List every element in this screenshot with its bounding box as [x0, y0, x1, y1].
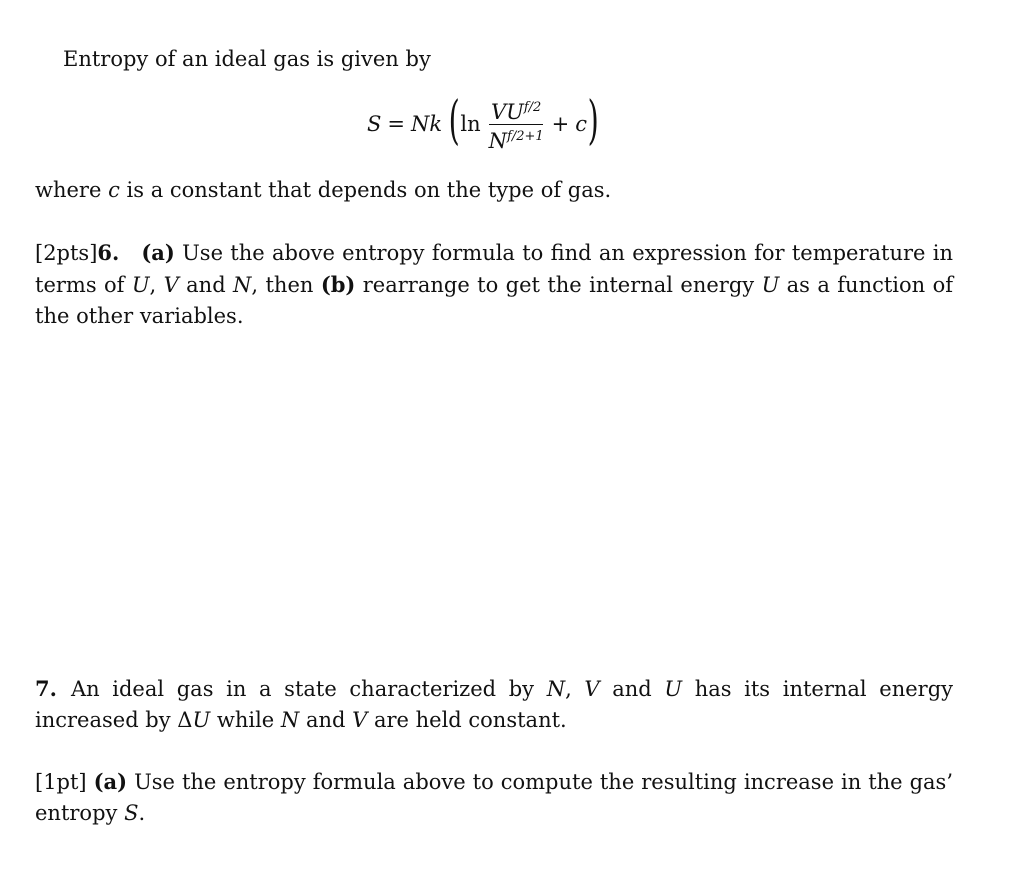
formula-constant: c [575, 112, 588, 136]
fraction-numerator: $VU^{f/2}$ [489, 97, 543, 125]
formula-equals: = [387, 112, 405, 136]
q7a-points: [1pt] [35, 770, 87, 794]
intro-text: Entropy of an ideal gas is given by [63, 47, 431, 71]
q6-points: [2pts] [35, 241, 98, 265]
formula-ln: ln [460, 112, 481, 136]
fraction-denominator: $N^{f/2+1}$ [488, 128, 544, 153]
where-text: where c is a constant that depends on the type of gas. [35, 178, 612, 202]
question-7: 7. An ideal gas in a state characterized by N, V and U has its internal energy increased by ΔU while N and V are held constant. [35, 676, 954, 732]
formula-coefficient: Nk [411, 112, 443, 136]
question-6: [2pts]6. (a) Use the above entropy formula to find an expression for temperature in terms of U, V and N, then (b) rearrange to get the internal energy U as a function of the other variables. [35, 240, 953, 328]
formula-lhs: S [367, 112, 382, 136]
left-paren: ( [448, 91, 460, 151]
question-7a: [1pt] (a) Use the entropy formula above to compute the resulting increase in the gas’ entropy S. [35, 769, 953, 825]
formula-fraction [487, 97, 546, 152]
q7-number: 7. [35, 676, 57, 701]
right-paren: ) [587, 91, 599, 151]
entropy-formula [367, 92, 599, 156]
formula-plus: + [551, 112, 570, 136]
q6-number: 6. [97, 240, 120, 265]
